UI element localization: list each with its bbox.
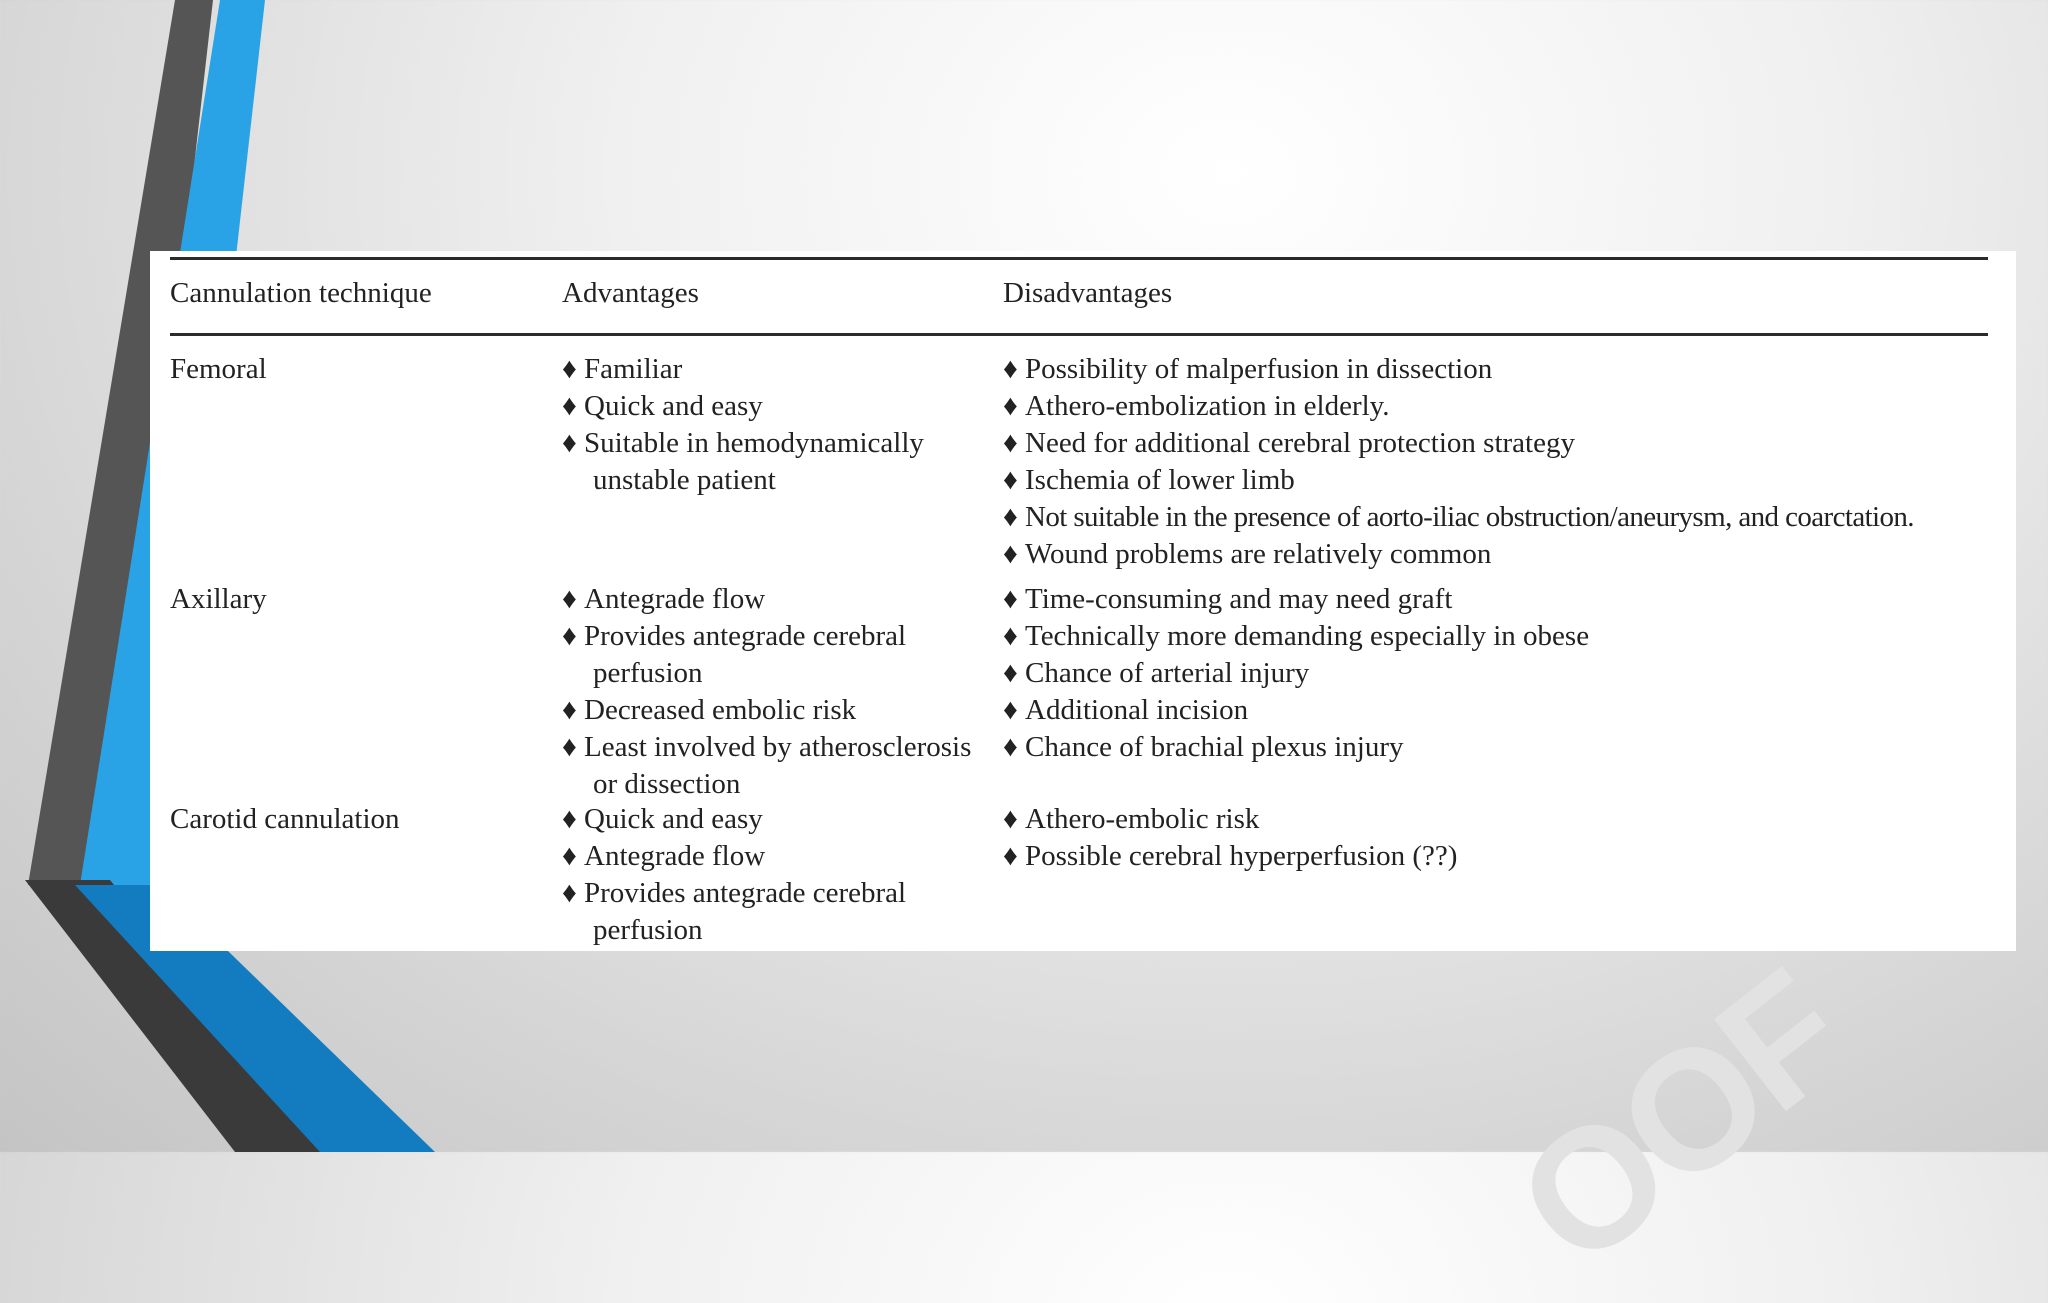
list-item: ♦ Quick and easy — [562, 388, 924, 425]
list-item: ♦ Antegrade flow — [562, 581, 971, 618]
disadvantages-femoral — [1003, 351, 1914, 573]
technique-axillary: Axillary — [170, 583, 267, 615]
list-item: ♦ Quick and easy — [562, 801, 906, 838]
list-item: ♦ Chance of arterial injury — [1003, 655, 1589, 692]
bullet-icon: ♦ — [562, 840, 577, 872]
header-rule — [170, 333, 1988, 336]
list-item: ♦ Additional incision — [1003, 692, 1589, 729]
bullet-icon: ♦ — [1003, 390, 1018, 422]
bullet-icon: ♦ — [1003, 427, 1018, 459]
bullet-icon: ♦ — [562, 620, 577, 652]
technique-femoral: Femoral — [170, 353, 267, 385]
list-item: ♦ Technically more demanding especially in obese — [1003, 618, 1589, 655]
bullet-icon: ♦ — [562, 803, 577, 835]
bullet-icon: ♦ — [1003, 694, 1018, 726]
bullet-icon: ♦ — [562, 427, 577, 459]
table-panel — [150, 251, 2016, 1303]
bullet-icon: ♦ — [1003, 840, 1018, 872]
list-item: ♦ Wound problems are relatively common — [1003, 536, 1914, 573]
list-item-continuation: unstable patient — [593, 464, 776, 496]
table-top-rule — [170, 257, 1988, 260]
bullet-icon: ♦ — [562, 694, 577, 726]
bullet-icon: ♦ — [1003, 501, 1018, 533]
bullet-icon: ♦ — [1003, 731, 1018, 763]
advantages-carotid — [562, 801, 906, 949]
list-item: ♦ Familiar — [562, 351, 924, 388]
list-item: ♦ Ischemia of lower limb — [1003, 462, 1914, 499]
bullet-icon: ♦ — [1003, 538, 1018, 570]
list-item: ♦ Suitable in hemodynamically — [562, 425, 924, 462]
bullet-icon: ♦ — [1003, 657, 1018, 689]
advantages-axillary — [562, 581, 971, 803]
list-item: ♦ Possibility of malperfusion in dissection — [1003, 351, 1914, 388]
bullet-icon: ♦ — [562, 390, 577, 422]
list-item-continuation: or dissection — [593, 768, 741, 800]
bullet-icon: ♦ — [562, 877, 577, 909]
header-advantages: Advantages — [562, 277, 699, 309]
bullet-icon: ♦ — [1003, 803, 1018, 835]
header-technique: Cannulation technique — [170, 277, 432, 309]
header-disadvantages: Disadvantages — [1003, 277, 1173, 309]
bullet-icon: ♦ — [1003, 620, 1018, 652]
list-item: ♦ Least involved by atherosclerosis — [562, 729, 971, 766]
list-item: ♦ Chance of brachial plexus injury — [1003, 729, 1589, 766]
bullet-icon: ♦ — [562, 353, 577, 385]
bullet-icon: ♦ — [1003, 353, 1018, 385]
bullet-icon: ♦ — [562, 731, 577, 763]
list-item-continuation: perfusion — [593, 914, 703, 946]
list-item: ♦ Athero-embolization in elderly. — [1003, 388, 1914, 425]
list-item: ♦ Need for additional cerebral protection strategy — [1003, 425, 1914, 462]
advantages-femoral — [562, 351, 924, 499]
technique-carotid: Carotid cannulation — [170, 803, 400, 835]
bullet-icon: ♦ — [1003, 464, 1018, 496]
list-item: ♦ Decreased embolic risk — [562, 692, 971, 729]
watermark: OOF — [1483, 937, 1877, 1303]
bullet-icon: ♦ — [1003, 583, 1018, 615]
list-item: ♦ Not suitable in the presence of aorto-iliac obstruction/aneurysm, and coarctation. — [1003, 499, 1914, 536]
list-item: ♦ Possible cerebral hyperperfusion (??) — [1003, 838, 1457, 875]
bullet-icon: ♦ — [562, 583, 577, 615]
disadvantages-axillary — [1003, 581, 1589, 766]
list-item: ♦ Provides antegrade cerebral — [562, 875, 906, 912]
list-item: ♦ Time-consuming and may need graft — [1003, 581, 1589, 618]
disadvantages-carotid — [1003, 801, 1457, 875]
list-item-continuation: perfusion — [593, 657, 703, 689]
list-item: ♦ Antegrade flow — [562, 838, 906, 875]
list-item: ♦ Provides antegrade cerebral — [562, 618, 971, 655]
list-item: ♦ Athero-embolic risk — [1003, 801, 1457, 838]
